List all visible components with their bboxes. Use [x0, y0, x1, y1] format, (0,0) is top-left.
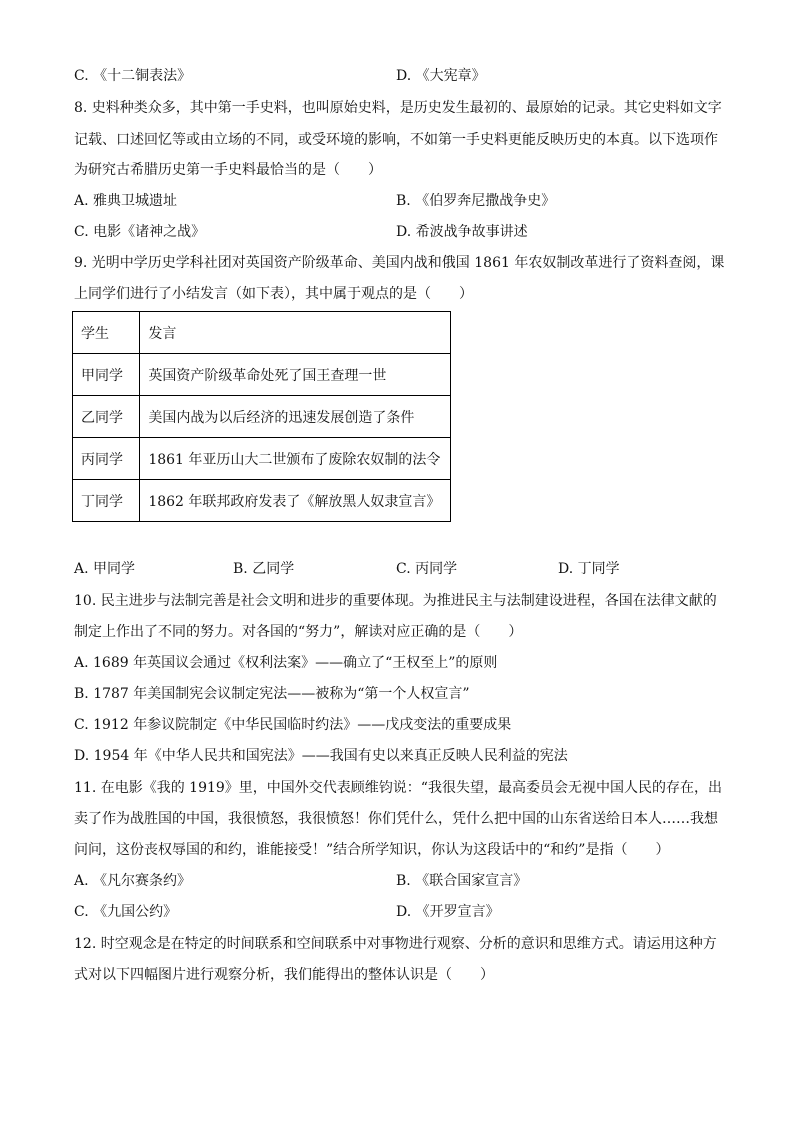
table-cell-student: 丁同学 — [73, 480, 140, 522]
q8-option-c: C. 电影《诸神之战》 — [74, 224, 206, 240]
q11-stem-line-3: 问问，这份丧权辱国的和约，谁能接受！”结合所学知识，你认为这段话中的“和约”是指（ ） — [74, 842, 670, 858]
q10-stem-line-1: 10. 民主进步与法制完善是社会文明和进步的重要体现。为推进民主与法制建设进程，各国在法律文献的 — [74, 593, 717, 609]
q9-option-b: B. 乙同学 — [233, 561, 295, 577]
q9-option-c: C. 丙同学 — [396, 561, 458, 577]
q11-option-b: B. 《联合国家宣言》 — [396, 873, 528, 889]
q9-statement-table — [72, 311, 451, 522]
table-header-statement: 发言 — [140, 312, 451, 354]
table-row — [73, 396, 451, 438]
table-row — [73, 438, 451, 480]
table-cell-statement: 英国资产阶级革命处死了国王查理一世 — [140, 354, 451, 396]
table-cell-student: 甲同学 — [73, 354, 140, 396]
q8-stem-line-2: 记载、口述回忆等或由立场的不同，或受环境的影响，不如第一手史料更能反映历史的本真。以下选项作 — [74, 132, 718, 148]
q7-option-d: D. 《大宪章》 — [396, 68, 486, 84]
q9-option-a: A. 甲同学 — [74, 561, 136, 577]
q10-option-b: B. 1787 年美国制宪会议制定宪法——被称为“第一个人权宣言” — [74, 686, 470, 702]
table-header-row — [73, 312, 451, 354]
q10-option-a: A. 1689 年英国议会通过《权利法案》——确立了“王权至上”的原则 — [74, 655, 498, 671]
q12-stem-line-1: 12. 时空观念是在特定的时间联系和空间联系中对事物进行观察、分析的意识和思维方式。请运用这种方 — [74, 936, 717, 952]
table-row — [73, 480, 451, 522]
q9-option-d: D. 丁同学 — [558, 561, 620, 577]
table-cell-student: 丙同学 — [73, 438, 140, 480]
table-cell-statement: 1861 年亚历山大二世颁布了废除农奴制的法令 — [140, 438, 451, 480]
q11-stem-line-2: 卖了作为战胜国的中国，我很愤怒，我很愤怒！你们凭什么，凭什么把中国的山东省送给日本人……我想 — [74, 811, 718, 827]
q7-option-c: C. 《十二铜表法》 — [74, 68, 192, 84]
q11-option-c: C. 《九国公约》 — [74, 904, 178, 920]
q8-stem-line-1: 8. 史料种类众多，其中第一手史料，也叫原始史料，是历史发生最初的、最原始的记录。其它史料如文字 — [74, 100, 722, 116]
q10-option-c: C. 1912 年参议院制定《中华民国临时约法》——戊戌变法的重要成果 — [74, 717, 512, 733]
q8-option-d: D. 希波战争故事讲述 — [396, 224, 528, 240]
q8-option-b: B. 《伯罗奔尼撒战争史》 — [396, 193, 556, 209]
q8-stem-line-3: 为研究古希腊历史第一手史料最恰当的是（ ） — [74, 162, 382, 178]
table-cell-statement: 美国内战为以后经济的迅速发展创造了条件 — [140, 396, 451, 438]
q12-stem-line-2: 式对以下四幅图片进行观察分析，我们能得出的整体认识是（ ） — [74, 967, 494, 983]
q10-stem-line-2: 制定上作出了不同的努力。对各国的“努力”，解读对应正确的是（ ） — [74, 624, 523, 640]
table-header-student: 学生 — [73, 312, 140, 354]
q9-stem-line-1: 9. 光明中学历史学科社团对英国资产阶级革命、美国内战和俄国 1861 年农奴制改革进行了资料查阅，课 — [74, 255, 725, 271]
q11-option-a: A. 《凡尔赛条约》 — [74, 873, 192, 889]
table-cell-student: 乙同学 — [73, 396, 140, 438]
q11-stem-line-1: 11. 在电影《我的 1919》里，中国外交代表顾维钧说：“我很失望，最高委员会无视中国人民的存在，出 — [74, 780, 722, 796]
table-row — [73, 354, 451, 396]
q11-option-d: D. 《开罗宣言》 — [396, 904, 500, 920]
q10-option-d: D. 1954 年《中华人民共和国宪法》——我国有史以来真正反映人民利益的宪法 — [74, 748, 568, 764]
q8-option-a: A. 雅典卫城遗址 — [74, 193, 178, 209]
table-cell-statement: 1862 年联邦政府发表了《解放黑人奴隶宣言》 — [140, 480, 451, 522]
q9-stem-line-2: 上同学们进行了小结发言（如下表），其中属于观点的是（ ） — [74, 286, 473, 302]
